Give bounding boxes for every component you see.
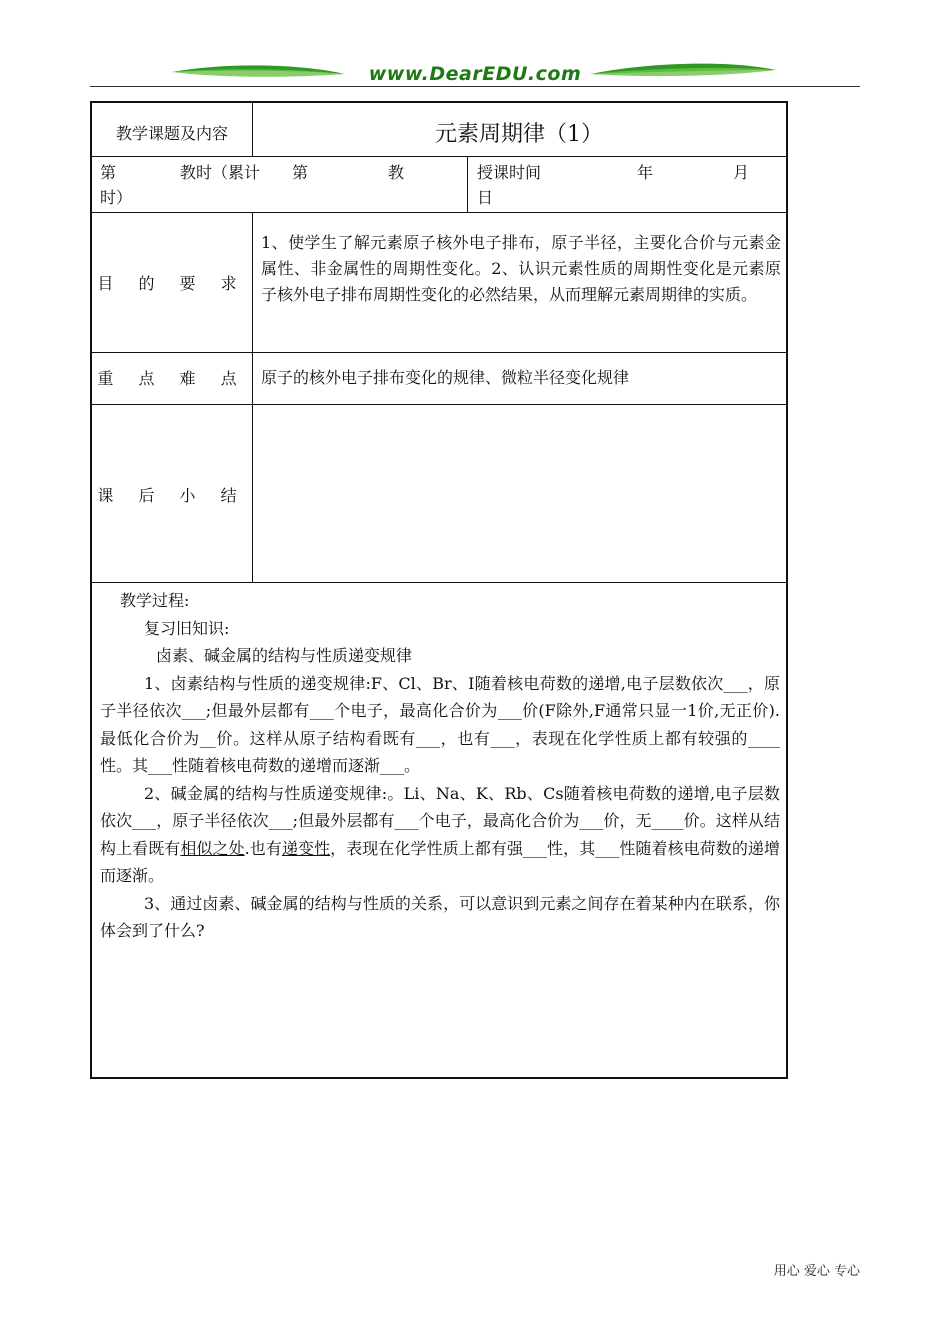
- site-name: www.DearEDU.com: [368, 63, 582, 85]
- lesson-plan-table: [90, 101, 788, 1079]
- objectives-label: 目 的 要 求: [97, 274, 247, 293]
- key-points-label: 重 点 难 点: [97, 369, 247, 388]
- review-heading: 复习旧知识:: [144, 618, 230, 638]
- key-points-text: 原子的核外电子排布变化的规律、微粒半径变化规律: [261, 368, 630, 387]
- column-divider: [252, 405, 253, 582]
- paragraph-reflection: 3、通过卤素、碱金属的结构与性质的关系，可以意识到元素之间存在着某种内在联系，你体会到了什么?: [100, 893, 780, 940]
- lesson-count-line1: 第 教时（累计 第 教: [100, 163, 405, 182]
- schedule-row: [92, 157, 786, 213]
- paragraph-text: 2、碱金属的结构与性质递变规律:。Li、Na、K、Rb、Cs随着核电荷数的递增,电子层数依次___，原子半径依次___;但最外层都有___个电子，最高化合价为___价，无____价。这样从结构上看既有: [100, 783, 780, 858]
- summary-label: 课 后 小 结: [97, 486, 247, 505]
- key-points-row: [92, 353, 786, 405]
- summary-row: [92, 405, 786, 583]
- objectives-row: [92, 213, 786, 353]
- class-time-line1: 授课时间 年 月: [477, 163, 750, 182]
- paragraph-halogen: 1、卤素结构与性质的递变规律:F、Cl、Br、I随着核电荷数的递增,电子层数依次___，原子半径依次___;但最外层都有___个电子，最高化合价为___价(F除外,F通常只显一1价,无正价).最低化合价为__价。这样从原子结构看既有___，也有___，表现在化学性质上都有较强的____性。其___性随着核电荷数的递增而逐渐___。: [100, 673, 780, 775]
- teaching-process: [100, 587, 780, 945]
- column-divider: [252, 353, 253, 404]
- review-subtitle: 卤素、碱金属的结构与性质递变规律: [156, 646, 413, 665]
- header-divider: [90, 86, 860, 87]
- objectives-text: 1、使学生了解元素原子核外电子排布，原子半径，主要化合价与元素金属性、非金属性的周期性变化。2、认识元素性质的周期性变化是元素原子核外电子排布周期性变化的必然结果，从而理解元素周期律的实质。: [261, 233, 781, 304]
- process-heading: 教学过程:: [120, 591, 190, 610]
- paragraph-alkali-metal: [100, 780, 780, 890]
- class-time-line2: 日: [477, 188, 494, 207]
- site-header: [90, 58, 860, 88]
- column-divider: [252, 213, 253, 352]
- topic-row: [92, 103, 786, 157]
- teaching-process-row: [92, 583, 786, 1079]
- topic-label: 教学课题及内容: [115, 124, 228, 143]
- paragraph-text: .也有: [244, 838, 282, 858]
- paragraph-text: ，表现在化学性质上都有强___性，其___性随着核电荷数的递增而逐渐。: [100, 838, 780, 885]
- lesson-count-line2: 时）: [100, 188, 133, 207]
- footer-slogan: 用心 爱心 专心: [773, 1264, 860, 1279]
- lesson-title: 元素周期律（1）: [435, 122, 603, 147]
- underlined-term: 递变性: [281, 838, 331, 858]
- column-divider: [467, 157, 468, 212]
- underlined-term: 相似之处: [180, 838, 245, 858]
